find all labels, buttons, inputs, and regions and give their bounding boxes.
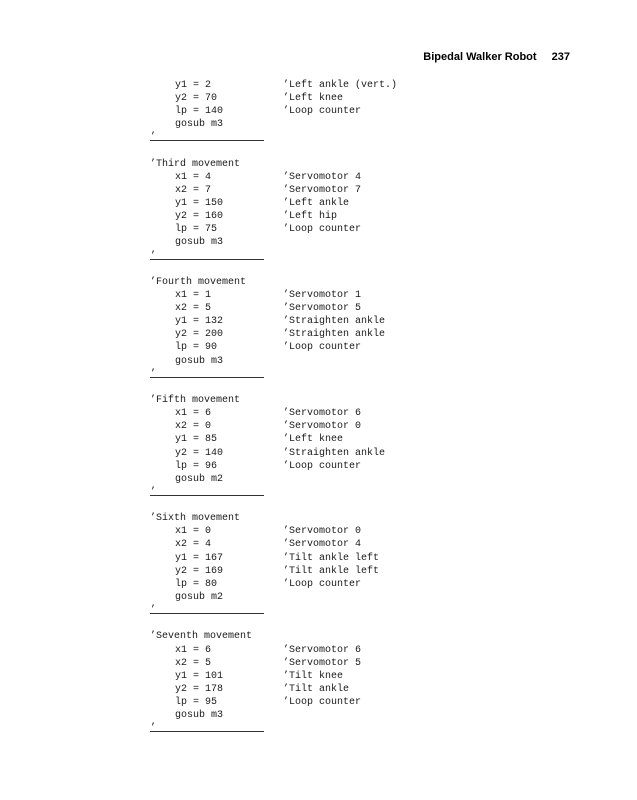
heading-text: ’Fifth movement	[150, 395, 241, 407]
code-line	[150, 92, 590, 105]
code-line	[150, 223, 590, 236]
code-statement: lp = 95	[175, 696, 218, 708]
separator-tick: ’	[150, 486, 157, 498]
code-line	[150, 709, 590, 722]
code-statement: lp = 96	[175, 460, 218, 472]
code-statement: lp = 140	[175, 106, 224, 118]
code-block	[150, 276, 590, 381]
code-comment: ’Tilt knee	[283, 670, 344, 682]
separator-rule	[150, 486, 590, 499]
code-statement: x2 = 7	[175, 185, 212, 197]
separator-tick: ’	[150, 723, 157, 735]
code-statement: x1 = 1	[175, 290, 212, 302]
code-line	[150, 696, 590, 709]
code-statement: gosub m3	[175, 355, 224, 367]
code-statement: y2 = 160	[175, 211, 224, 223]
code-line	[150, 355, 590, 368]
code-line	[150, 591, 590, 604]
code-comment: ’Servomotor 5	[283, 303, 362, 315]
separator-tick: ’	[150, 368, 157, 380]
code-statement: gosub m3	[175, 119, 224, 131]
code-statement: x2 = 5	[175, 657, 212, 669]
code-statement: x2 = 4	[175, 539, 212, 551]
code-statement: y1 = 132	[175, 316, 224, 328]
separator-tick: ’	[150, 132, 157, 144]
code-line	[150, 171, 590, 184]
code-comment: ’Loop counter	[283, 224, 362, 236]
code-comment: ’Servomotor 6	[283, 408, 362, 420]
code-comment: ’Straighten ankle	[283, 316, 386, 328]
code-line	[150, 552, 590, 565]
code-comment: ’Left ankle	[283, 198, 350, 210]
code-comment: ’Servomotor 4	[283, 171, 362, 183]
separator-rule	[150, 368, 590, 381]
code-line	[150, 644, 590, 657]
code-line	[150, 538, 590, 551]
code-line	[150, 236, 590, 249]
code-statement: y2 = 200	[175, 329, 224, 341]
code-line	[150, 578, 590, 591]
code-statement: y1 = 167	[175, 552, 224, 564]
movement-heading	[150, 158, 590, 171]
code-statement: y1 = 2	[175, 80, 212, 91]
code-comment: ’Left knee	[283, 93, 344, 105]
code-line	[150, 302, 590, 315]
code-statement: lp = 90	[175, 342, 218, 354]
code-line	[150, 315, 590, 328]
code-comment: ’Loop counter	[283, 578, 362, 590]
code-comment: ’Left hip	[283, 211, 338, 223]
separator-rule	[150, 722, 590, 735]
code-block	[150, 394, 590, 499]
code-comment: ’Servomotor 7	[283, 185, 362, 197]
code-line	[150, 670, 590, 683]
separator-rule	[150, 604, 590, 617]
separator-tick: ’	[150, 250, 157, 262]
code-line	[150, 657, 590, 670]
running-title: Bipedal Walker Robot	[423, 51, 537, 63]
code-comment: ’Tilt ankle left	[283, 552, 380, 564]
code-block	[150, 79, 590, 144]
code-statement: y1 = 85	[175, 434, 218, 446]
code-statement: lp = 75	[175, 224, 218, 236]
separator-rule	[150, 250, 590, 263]
code-line	[150, 210, 590, 223]
code-line	[150, 289, 590, 302]
running-header	[423, 51, 570, 63]
code-statement: y1 = 101	[175, 670, 224, 682]
code-comment: ’Loop counter	[283, 106, 362, 118]
code-comment: ’Servomotor 6	[283, 644, 362, 656]
code-line	[150, 683, 590, 696]
code-statement: y2 = 169	[175, 565, 224, 577]
code-block	[150, 158, 590, 263]
code-line	[150, 420, 590, 433]
code-statement: gosub m2	[175, 591, 224, 603]
code-line	[150, 118, 590, 131]
separator-rule	[150, 131, 590, 144]
code-comment: ’Loop counter	[283, 342, 362, 354]
movement-heading	[150, 276, 590, 289]
page-number: 237	[551, 51, 570, 63]
movement-heading	[150, 512, 590, 525]
code-statement: x2 = 0	[175, 421, 212, 433]
code-statement: gosub m3	[175, 237, 224, 249]
code-statement: lp = 80	[175, 578, 218, 590]
code-comment: ’Straighten ankle	[283, 447, 386, 459]
code-line	[150, 460, 590, 473]
code-line	[150, 105, 590, 118]
code-comment: ’Loop counter	[283, 696, 362, 708]
code-statement: y2 = 178	[175, 683, 224, 695]
code-statement: x2 = 5	[175, 303, 212, 315]
code-line	[150, 447, 590, 460]
code-line	[150, 341, 590, 354]
code-listing	[150, 79, 590, 735]
code-comment: ’Servomotor 0	[283, 421, 362, 433]
code-line	[150, 433, 590, 446]
code-block	[150, 630, 590, 735]
separator-tick: ’	[150, 604, 157, 616]
code-line	[150, 565, 590, 578]
code-comment: ’Left knee	[283, 434, 344, 446]
movement-heading	[150, 394, 590, 407]
code-comment: ’Tilt ankle	[283, 683, 350, 695]
code-comment: ’Straighten ankle	[283, 329, 386, 341]
code-comment: ’Loop counter	[283, 460, 362, 472]
code-comment: ’Servomotor 5	[283, 657, 362, 669]
code-comment: ’Servomotor 4	[283, 539, 362, 551]
heading-text: ’Sixth movement	[150, 513, 241, 525]
code-statement: x1 = 6	[175, 408, 212, 420]
code-line	[150, 184, 590, 197]
code-statement: y2 = 140	[175, 447, 224, 459]
code-statement: gosub m2	[175, 473, 224, 485]
heading-text: ’Seventh movement	[150, 631, 253, 643]
code-statement: y2 = 70	[175, 93, 218, 105]
code-statement: x1 = 4	[175, 171, 212, 183]
code-statement: gosub m3	[175, 709, 224, 721]
code-line	[150, 79, 590, 92]
code-block	[150, 512, 590, 617]
code-comment: ’Tilt ankle left	[283, 565, 380, 577]
code-line	[150, 328, 590, 341]
code-comment: ’Servomotor 0	[283, 526, 362, 538]
code-line	[150, 407, 590, 420]
heading-text: ’Third movement	[150, 158, 241, 170]
code-comment: ’Servomotor 1	[283, 290, 362, 302]
code-statement: x1 = 0	[175, 526, 212, 538]
code-comment: ’Left ankle (vert.)	[283, 80, 398, 91]
code-line	[150, 473, 590, 486]
code-statement: x1 = 6	[175, 644, 212, 656]
code-statement: y1 = 150	[175, 198, 224, 210]
code-line	[150, 197, 590, 210]
code-line	[150, 525, 590, 538]
movement-heading	[150, 630, 590, 643]
heading-text: ’Fourth movement	[150, 277, 247, 288]
